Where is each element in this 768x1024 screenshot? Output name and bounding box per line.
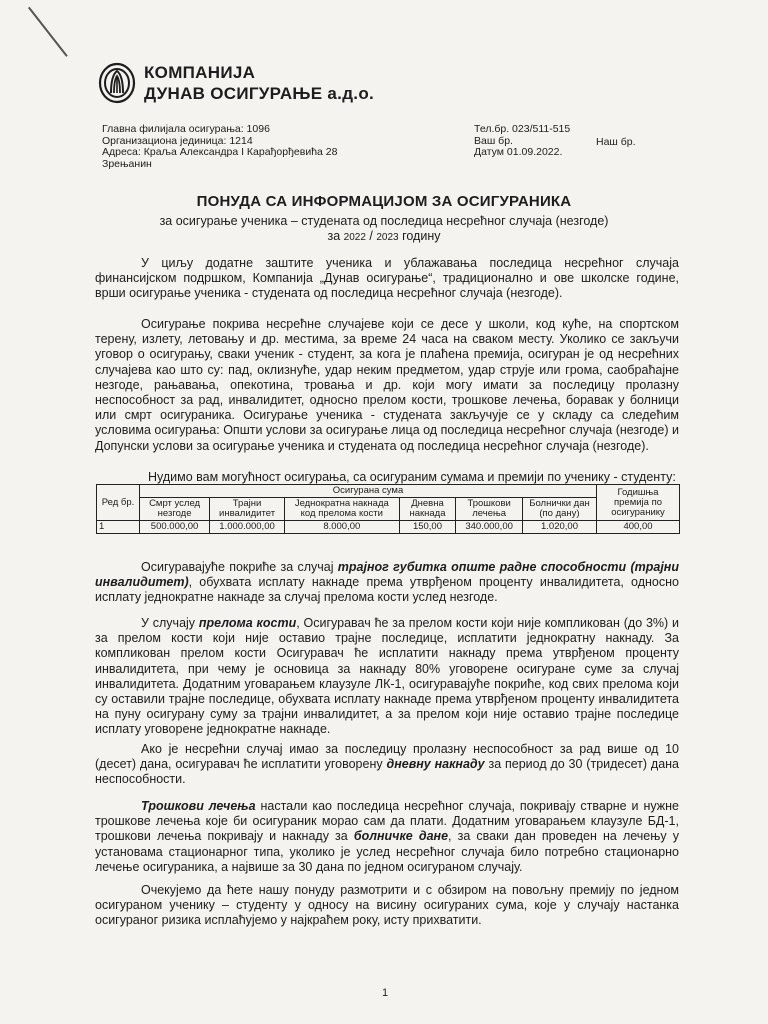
branch-line: Зрењанин bbox=[102, 157, 152, 170]
treatment-emphasis: Трошкови лечења bbox=[141, 799, 256, 813]
fracture-paragraph bbox=[95, 616, 679, 738]
table-caption: Нудимо вам могућност осигурања, са осигураним сумама и премији по ученику - студенту: bbox=[148, 470, 676, 484]
fracture-emphasis: прелома кости bbox=[198, 616, 297, 630]
daily-allowance-paragraph bbox=[95, 742, 679, 788]
cell: 1.020,00 bbox=[522, 521, 596, 534]
phone-line: Тел.бр. 023/511-515 bbox=[474, 123, 571, 135]
treatment-paragraph bbox=[95, 799, 679, 875]
date-line: Датум 01.09.2022. bbox=[474, 146, 563, 158]
page-number: 1 bbox=[382, 987, 389, 999]
treatment-text-end: , за сваки дан проведен на лечењу у установама стационарног типа, уколико је услед несрећног случаја било потребно стационарно лечење осигураника, а највише за 30 дана по једном осигураном случају. bbox=[95, 829, 680, 874]
col-treatment: Трошкови лечења bbox=[456, 498, 523, 521]
company-name-line2: ДУНАВ ОСИГУРАЊЕ а.д.о. bbox=[144, 84, 375, 103]
header-premium: Годишња премија по осигуранику bbox=[597, 485, 680, 521]
cell: 1.000.000,00 bbox=[210, 521, 285, 534]
year-prefix: за bbox=[327, 229, 341, 243]
cell: 500.000,00 bbox=[140, 521, 210, 534]
year-start: 2022 bbox=[343, 232, 366, 243]
contact-info bbox=[474, 124, 570, 159]
branch-info bbox=[102, 124, 337, 170]
disability-emphasis: трајног губитка опште радне способности (трајни инвалидитет) bbox=[95, 560, 679, 590]
cell: 1 bbox=[97, 521, 140, 534]
disability-paragraph bbox=[95, 560, 679, 606]
company-emblem-icon bbox=[98, 62, 136, 104]
closing-text: Очекујемо да ћете нашу понуду размотрити и с обзиром на повољну премију по једном осигураном ученику – студенту у односу на висину осигураних сума, које у случају настанка осигураног ризика исплаћујемо у најкраћем року, исту прихватити. bbox=[95, 883, 679, 928]
table-row bbox=[97, 521, 680, 534]
col-fracture: Једнократна накнада код прелома кости bbox=[284, 498, 399, 521]
sum-table bbox=[96, 484, 680, 534]
year-end: 2023 bbox=[376, 232, 399, 243]
branch-line: Организациона јединица: 1214 bbox=[102, 134, 253, 147]
disability-text-end: , обухвата исплату накнаде према утврђеном проценту инвалидитета, односно исплату једнократне накнаде за случај прелома кости услед незгоде. bbox=[95, 575, 679, 605]
year-suffix: годину bbox=[402, 229, 441, 243]
company-name-line1: КОМПАНИЈА bbox=[144, 63, 256, 82]
col-death: Смрт услед незгоде bbox=[140, 498, 210, 521]
hospital-emphasis: болничке дане bbox=[353, 829, 449, 844]
fracture-text-end: , Осигуравач ће за прелом кости који није компликован (до 3%) и за прелом кости који није оставио трајне последице, исплатити једнократну накнаду. За компликован прелом кости Осигуравач ће исплатити накнаду према утврђеном проценту инвалидитета, при чему је основица за накнаду 80% уговорене осигуране суме за случај инвалидитета. Додатним уговарањем клаузуле ЛК-1, осигуравајуће покриће, код свих прелома који су оставили трајне последице, обухвата исплату накнаде према утврђеном проценту инвалидитета на пуну осигурану суму за трајни инвалидитет, а за прелом који није оставио трајне последице исплату уговорене једнократне накнаде. bbox=[95, 616, 680, 737]
col-disability: Трајни инвалидитет bbox=[210, 498, 285, 521]
intro-paragraph bbox=[95, 256, 679, 302]
intro-text: У циљу додатне заштите ученика и ублажавања последица несрећног случаја финансијском подршком, Компанија „Дунав осигурање“, традиционално и ове школске године, врши осигурање ученика - студената од последица несрећног случаја (незгоде). bbox=[95, 256, 679, 301]
col-daily: Дневна накнада bbox=[399, 498, 456, 521]
scan-scratch bbox=[28, 7, 68, 57]
treatment-text: настали као последица несрећног случаја, покривају стварне и нужне трошкове лечења које би осигураник морао сам да плати. Додатним уговарањем клаузуле БД-1, трошкови лечења покривају и накнаду за bbox=[95, 799, 679, 844]
your-number-line: Ваш бр. bbox=[474, 134, 513, 147]
closing-paragraph bbox=[95, 883, 679, 929]
cell: 8.000,00 bbox=[284, 521, 399, 534]
cell: 340.000,00 bbox=[456, 521, 523, 534]
coverage-paragraph bbox=[95, 317, 679, 454]
company-logo bbox=[98, 62, 374, 104]
header-row-number: Ред бр. bbox=[97, 485, 140, 521]
document-subtitle: за осигурање ученика – студената од последица несрећног случаја (незгоде) bbox=[159, 214, 609, 228]
cell: 150,00 bbox=[399, 521, 456, 534]
header-insured-sum: Осигурана сума bbox=[140, 485, 597, 498]
year-line bbox=[0, 229, 768, 243]
fracture-text: У случају bbox=[141, 616, 199, 630]
document-title: ПОНУДА СА ИНФОРМАЦИЈОМ ЗА ОСИГУРАНИКА bbox=[196, 193, 572, 210]
our-number-line: Наш бр. bbox=[596, 136, 636, 148]
disability-text: Осигуравајуће покриће за случај bbox=[141, 560, 338, 574]
branch-line: Главна филијала осигурања: 1096 bbox=[102, 123, 270, 135]
year-sep: / bbox=[369, 229, 373, 243]
daily-emphasis: дневну накнаду bbox=[386, 757, 485, 772]
cell: 400,00 bbox=[597, 521, 680, 534]
branch-line: Адреса: Краља Александра I Карађорђевића 28 bbox=[102, 146, 338, 158]
daily-text: Ако је несрећни случај имао за последицу пролазну неспособност за рад више од 10 (десет) дана, осигуравач ће исплатити уговорену bbox=[95, 742, 679, 772]
daily-text-end: за период до 30 (тридесет) дана неспособности. bbox=[95, 757, 679, 787]
coverage-text: Осигурање покрива несрећне случајеве који се десе у школи, код куће, на спортском терену, излету, летовању и др. местима, за време 24 часа на сваком месту. Уколико се закључи уговор о осигурању, сваки ученик - студент, за кога је плаћена премија, осигуран је од несрећних случајева као што су: пад, оклизнуће, удар неким предметом, удар струје или грома, саобраћајне незгоде, рањавања, опекотина, тровања и др. који могу имати за последицу пролазну неспособност за рад, инвалидитет, односно прелом кости, трошкове лечења, боравак у болници или смрт осигураника. Осигурање ученика - студената закључује се у складу са следећим условима осигурања: Општи услови за осигурање лица од последица несрећног случаја (незгоде) и Допунски услови за осигурање ученика и студената од последица несрећног случаја (незгоде). bbox=[95, 317, 679, 453]
col-hospital: Болнички дан (по дану) bbox=[522, 498, 596, 521]
